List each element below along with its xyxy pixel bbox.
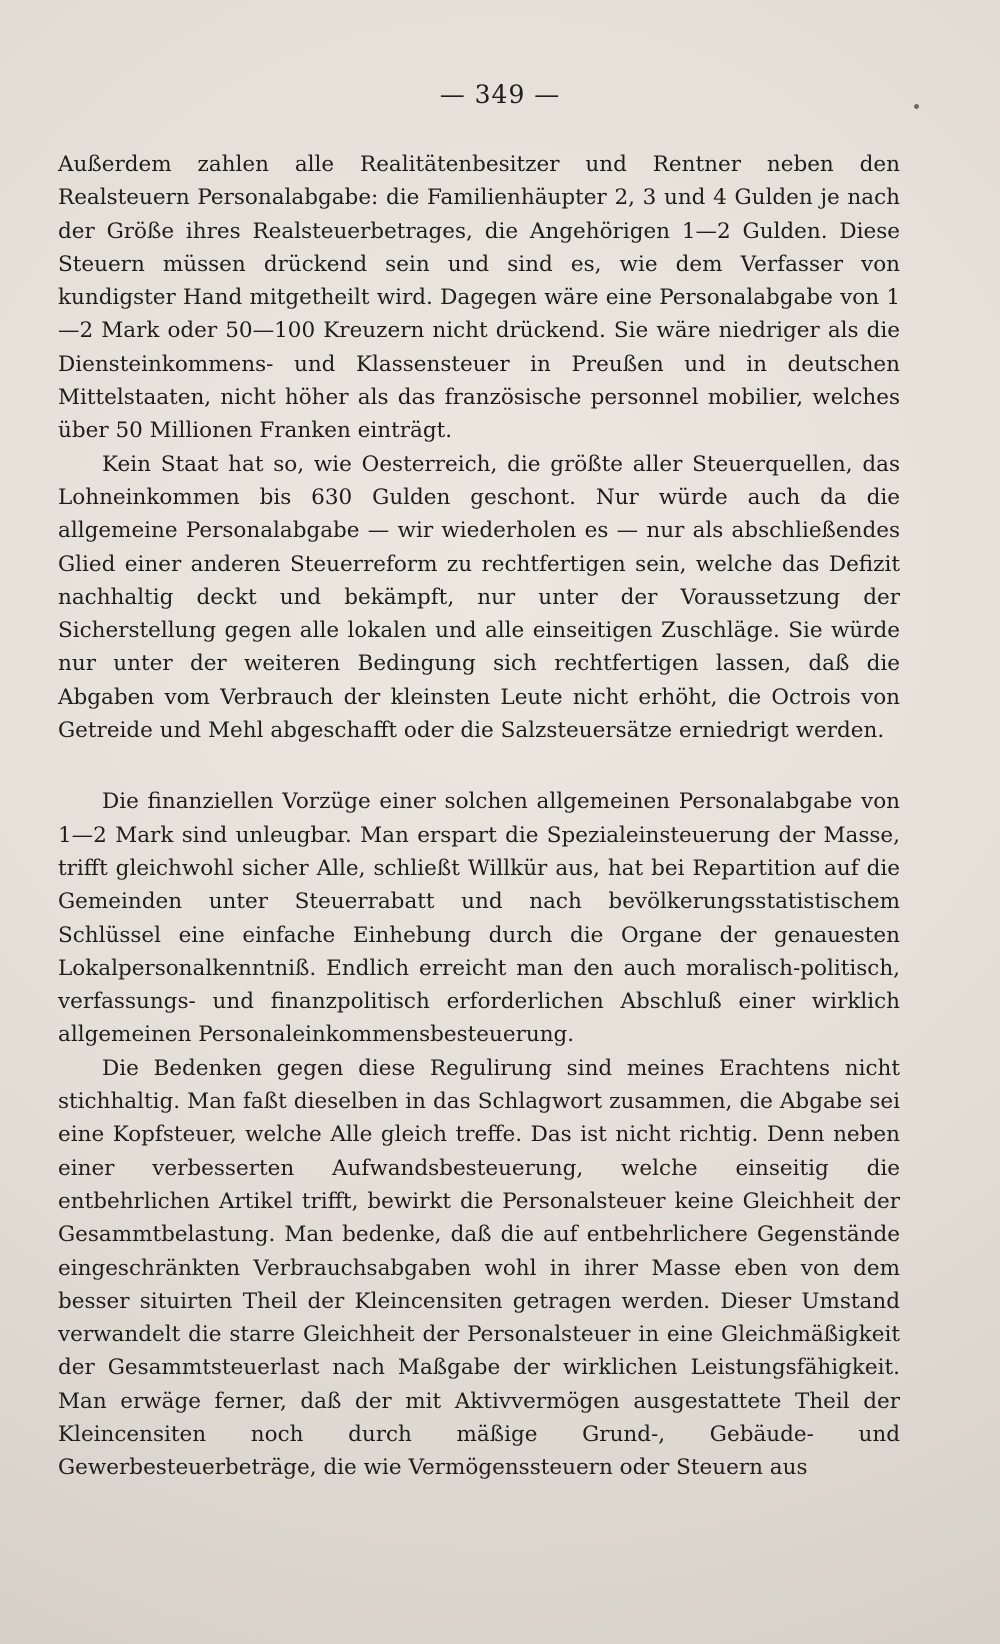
page-number: — 349 — [439,80,561,109]
paragraph-4: Die Bedenken gegen diese Regulirung sind meines Erachtens nicht stichhaltig. Man faßt dieselben in das Schlagwort zusammen, die Abgabe sei eine Kopfsteuer, welche Alle gleich treffe. Das ist nicht richtig. Denn neben einer verbesserten Aufwandsbesteuerung, welche einseitig die entbehrlichen Artikel trifft, bewirkt die Personalsteuer keine Gleichheit der Gesammtbelastung. Man bedenke, daß die auf entbehrlichere Gegenstände eingeschränkten Verbrauchsabgaben wohl in ihrer Masse eben von dem besser situirten Theil der Kleincensiten getragen werden. Dieser Umstand verwandelt die starre Gleichheit der Personalsteuer in eine Gleichmäßigkeit der Gesammtsteuerlast nach Maßgabe der wirklichen Leistungsfähigkeit. Man erwäge ferner, daß der mit Aktivvermögen ausgestattete Theil der Kleincensiten noch durch mäßige Grund-, Gebäude- und Gewerbesteuerbeträge, die wie Vermögenssteuern oder Steuern aus [58,1055,900,1481]
paragraph-3: Die finanziellen Vorzüge einer solchen allgemeinen Personalabgabe von 1—2 Mark sind unleugbar. Man erspart die Spezialeinsteuerung der Masse, trifft gleichwohl sicher Alle, schließt Willkür aus, hat bei Repartition auf die Gemeinden unter Steuerrabatt und nach bevölkerungsstatistischem Schlüssel eine einfache Einhebung durch die Organe der genauesten Lokalpersonalkenntniß. Endlich erreicht man den auch moralisch-politisch, verfassungs- und finanzpolitisch erforderlichen Abschluß einer wirklich allgemeinen Personaleinkommensbesteuerung. [58,789,900,1048]
paragraph-2: Kein Staat hat so, wie Oesterreich, die größte aller Steuerquellen, das Lohneinkommen bis 630 Gulden geschont. Nur würde auch da die allgemeine Personalabgabe — wir wiederholen es — nur als abschließendes Glied einer anderen Steuerreform zu rechtfertigen sein, welche das Defizit nachhaltig deckt und bekämpft, nur unter der Voraussetzung der Sicherstellung gegen alle lokalen und alle einseitigen Zuschläge. Sie würde nur unter der weiteren Bedingung sich rechtfertigen lassen, daß die Abgaben vom Verbrauch der kleinsten Leute nicht erhöht, die Octrois von Getreide und Mehl abgeschafft oder die Salzsteuersätze erniedrigt werden. [58,451,900,744]
paragraph-gap [58,747,900,785]
paragraph-1: Außerdem zahlen alle Realitätenbesitzer und Rentner neben den Realsteuern Personalabgabe: die Familienhäupter 2, 3 und 4 Gulden je nach der Größe ihres Realsteuerbetrages, die Angehörigen 1—2 Gulden. Diese Steuern müssen drückend sein und sind es, wie dem Verfasser von kundigster Hand mitgetheilt wird. Dagegen wäre eine Personalabgabe von 1—2 Mark oder 50—100 Kreuzern nicht drückend. Sie wäre niedriger als die Diensteinkommens- und Klassensteuer in Preußen und in deutschen Mittelstaaten, nicht höher als das französische personnel mobilier, welches über 50 Millionen Franken einträgt. [58,152,900,444]
body-text [58,148,900,1485]
